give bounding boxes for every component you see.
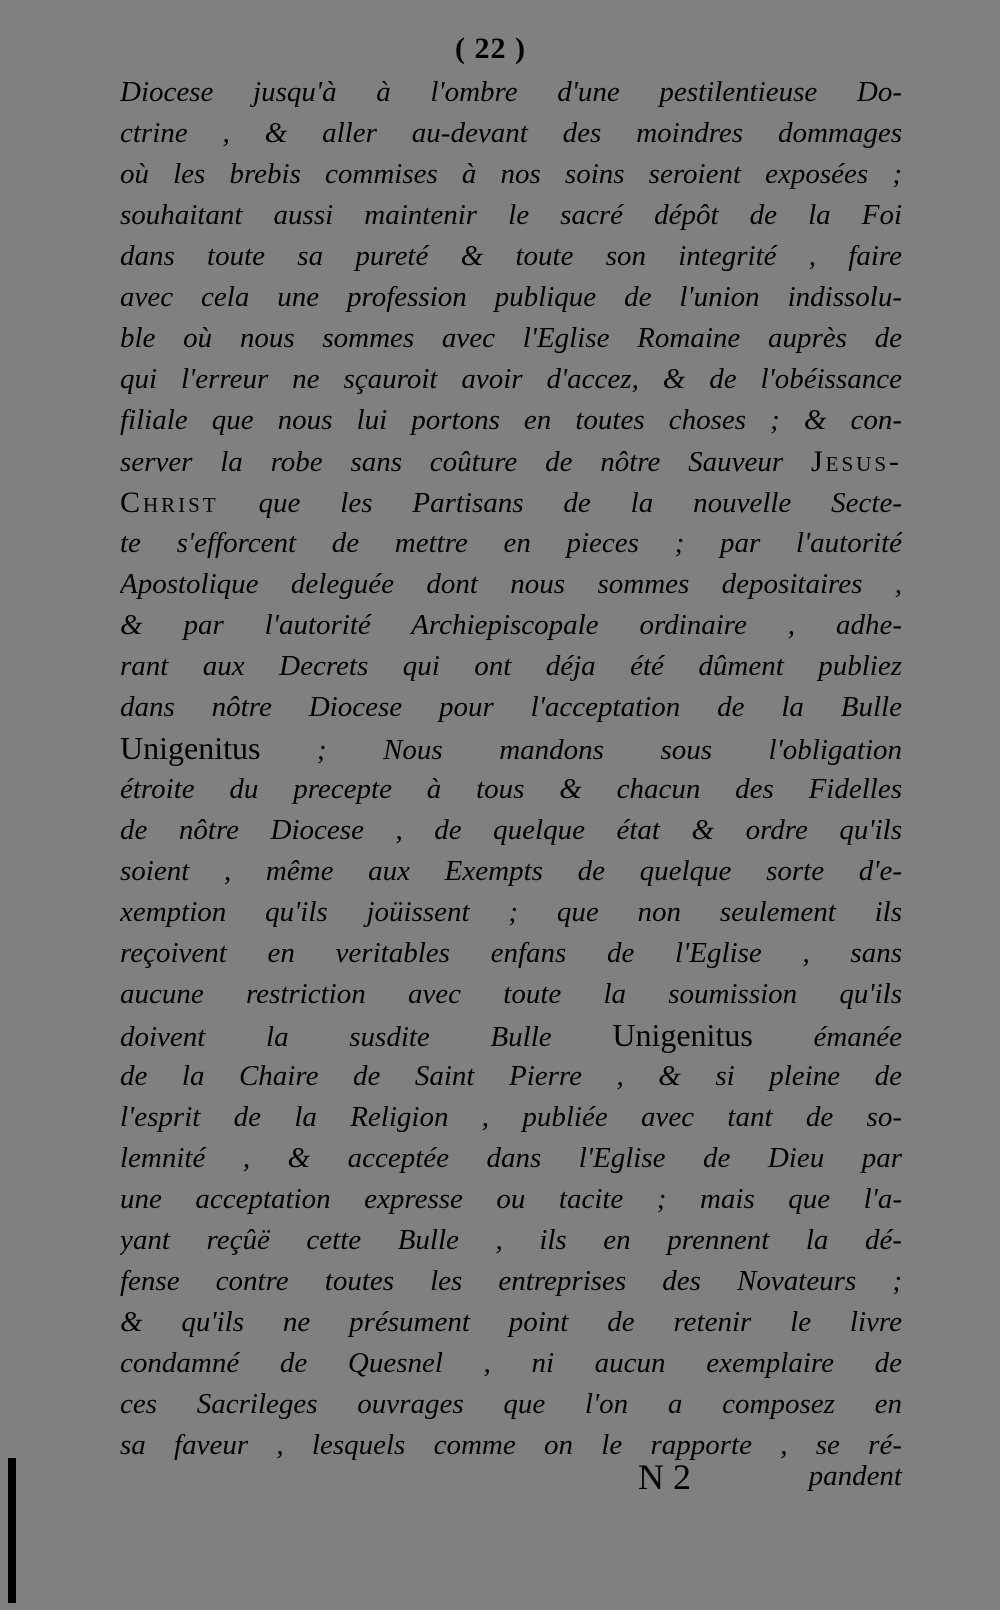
- text-run: doivent la susdite Bulle: [120, 1021, 613, 1053]
- text-run: te s'efforcent de mettre en pieces ; par l'autorité: [120, 527, 902, 559]
- text-line: [120, 851, 902, 892]
- text-line: [120, 1056, 902, 1097]
- text-run: Apostolique deleguée dont nous sommes depositaires ,: [120, 568, 902, 600]
- text-line: [120, 687, 902, 728]
- text-line: [120, 1343, 902, 1384]
- text-line: [120, 1138, 902, 1179]
- text-line: [120, 482, 902, 523]
- text-run: ble où nous sommes avec l'Eglise Romaine auprès de: [120, 322, 902, 354]
- text-run: que les Partisans de la nouvelle Secte-: [218, 487, 902, 519]
- text-run: ctrine , & aller au-devant des moindres dommages: [120, 117, 902, 149]
- text-line: [120, 1179, 902, 1220]
- text-line: [120, 523, 902, 564]
- text-line: [120, 933, 902, 974]
- text-line: [120, 892, 902, 933]
- text-run: rant aux Decrets qui ont déja été dûment publiez: [120, 650, 902, 682]
- text-run: de nôtre Diocese , de quelque état & ordre qu'ils: [120, 814, 902, 846]
- small-caps-run: Jesus-: [810, 445, 902, 478]
- text-run: une acceptation expresse ou tacite ; mais que l'a-: [120, 1183, 902, 1215]
- text-line: [120, 1097, 902, 1138]
- text-line: [120, 400, 902, 441]
- text-line: [120, 1015, 902, 1056]
- page-footer: [120, 1456, 902, 1502]
- text-run: sa faveur , lesquels comme on le rapporte , se ré-: [120, 1429, 902, 1461]
- text-run: ; Nous mandons sous l'obligation: [260, 734, 902, 766]
- text-run: filiale que nous lui portons en toutes choses ; & con-: [120, 404, 902, 436]
- small-caps-run: Christ: [120, 486, 219, 519]
- text-line: [120, 318, 902, 359]
- text-run: fense contre toutes les entreprises des Novateurs ;: [120, 1265, 902, 1297]
- text-run: ces Sacrileges ouvrages que l'on a composez en: [120, 1388, 902, 1420]
- text-line: [120, 974, 902, 1015]
- text-line: [120, 1302, 902, 1343]
- text-run: condamné de Quesnel , ni aucun exemplaire de: [120, 1347, 902, 1379]
- text-run: soient , même aux Exempts de quelque sorte d'e-: [120, 855, 902, 887]
- text-run: & qu'ils ne présument point de retenir le livre: [120, 1306, 902, 1338]
- text-line: [120, 1220, 902, 1261]
- text-line: [120, 564, 902, 605]
- text-line: [120, 195, 902, 236]
- text-run: dans toute sa pureté & toute son integrité , faire: [120, 240, 902, 272]
- text-run: reçoivent en veritables enfans de l'Eglise , sans: [120, 937, 902, 969]
- text-run: de la Chaire de Saint Pierre , & si pleine de: [120, 1060, 902, 1092]
- text-run: souhaitant aussi maintenir le sacré dépôt de la Foi: [120, 199, 902, 231]
- catchword: pandent: [808, 1460, 902, 1492]
- text-run: lemnité , & acceptée dans l'Eglise de Dieu par: [120, 1142, 902, 1174]
- text-run: & par l'autorité Archiepiscopale ordinaire , adhe-: [120, 609, 902, 641]
- text-line: [120, 359, 902, 400]
- roman-title-run: Unigenitus: [120, 730, 261, 766]
- text-line: [120, 72, 902, 113]
- text-run: yant reçûë cette Bulle , ils en prennent la dé-: [120, 1224, 902, 1256]
- text-run: qui l'erreur ne sçauroit avoir d'accez, & de l'obéissance: [120, 363, 902, 395]
- page-number: ( 22 ): [455, 32, 526, 65]
- text-line: [120, 113, 902, 154]
- text-run: dans nôtre Diocese pour l'acceptation de la Bulle: [120, 691, 902, 723]
- roman-title-run: Unigenitus: [612, 1017, 753, 1053]
- text-line: [120, 728, 902, 769]
- text-line: [120, 441, 902, 482]
- text-run: avec cela une profession publique de l'union indissolu-: [120, 281, 902, 313]
- text-line: [120, 277, 902, 318]
- text-line: [120, 1384, 902, 1425]
- text-run: server la robe sans coûture de nôtre Sauveur: [120, 446, 811, 478]
- text-run: xemption qu'ils joüissent ; que non seulement ils: [120, 896, 902, 928]
- text-run: où les brebis commises à nos soins seroient exposées ;: [120, 158, 902, 190]
- text-line: [120, 605, 902, 646]
- text-line: [120, 769, 902, 810]
- page-edge-shadow: [8, 1458, 16, 1603]
- text-run: aucune restriction avec toute la soumission qu'ils: [120, 978, 902, 1010]
- text-run: étroite du precepte à tous & chacun des Fidelles: [120, 773, 902, 805]
- signature-mark: N 2: [638, 1457, 691, 1497]
- body-text: [120, 72, 902, 1466]
- text-line: [120, 810, 902, 851]
- text-line: [120, 1261, 902, 1302]
- text-line: [120, 154, 902, 195]
- text-run: émanée: [752, 1021, 902, 1053]
- text-line: [120, 646, 902, 687]
- text-run: Diocese jusqu'à à l'ombre d'une pestilentieuse Do-: [120, 76, 902, 108]
- text-line: [120, 236, 902, 277]
- text-run: l'esprit de la Religion , publiée avec tant de so-: [120, 1101, 902, 1133]
